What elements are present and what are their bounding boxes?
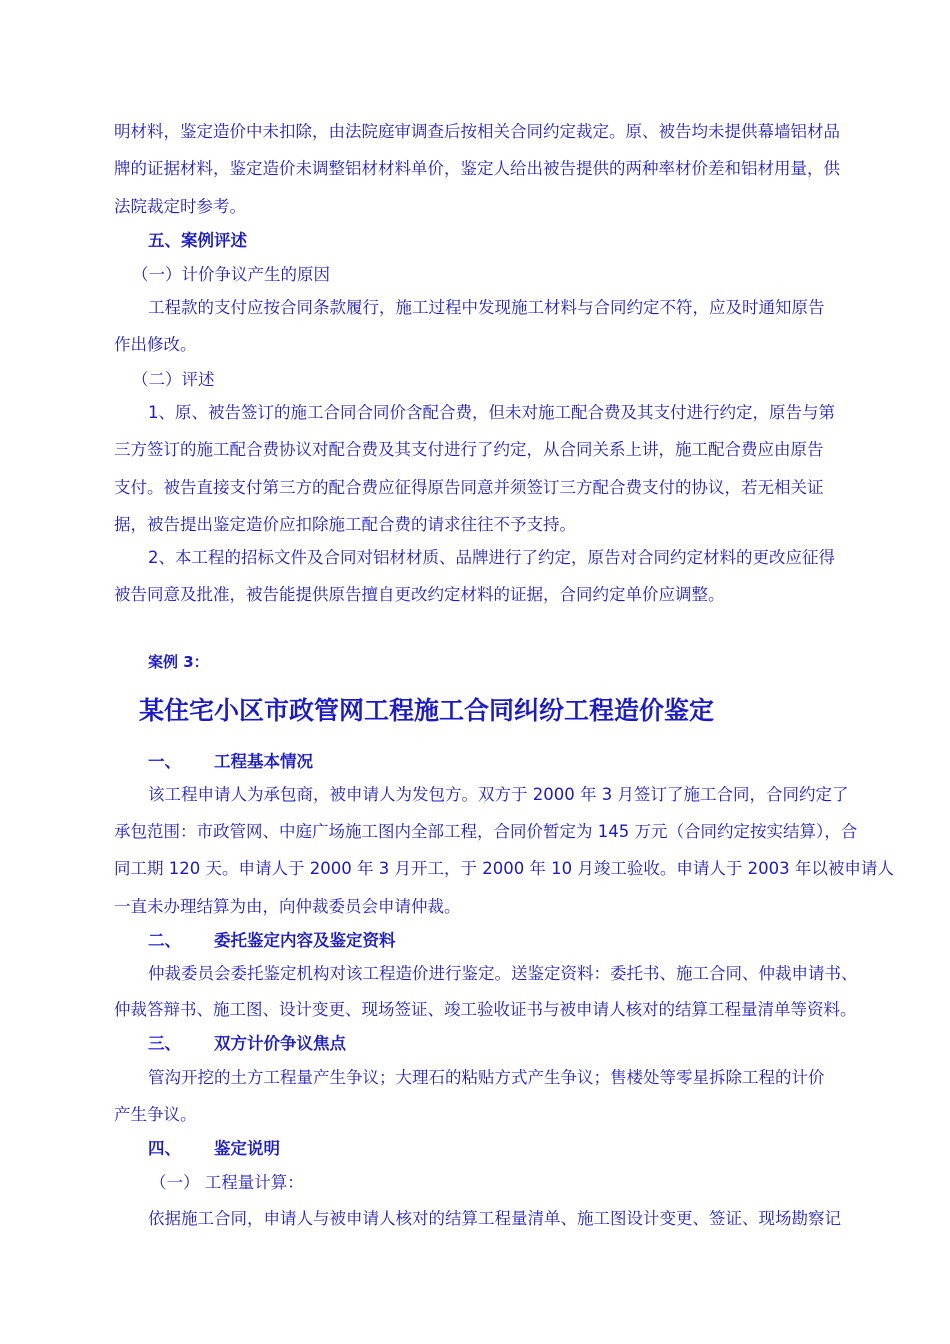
section-number: 四、 <box>148 1139 181 1158</box>
case-title: 某住宅小区市政管网工程施工合同纠纷工程造价鉴定 <box>139 696 715 725</box>
case-label: 案例 3： <box>148 653 209 671</box>
paragraph-line: 承包范围：市政管网、中庭广场施工图内全部工程，合同价暂定为 145 万元（合同约定按实结算），合 <box>114 822 858 841</box>
paragraph-line: 一直未办理结算为由，向仲裁委员会申请仲裁。 <box>114 897 461 916</box>
paragraph-line: 工程款的支付应按合同条款履行，施工过程中发现施工材料与合同约定不符，应及时通知原告 <box>148 298 825 317</box>
section-number: 一、 <box>148 752 181 771</box>
subsection-heading: （二）评述 <box>132 370 215 389</box>
paragraph-line: 被告同意及批准，被告能提供原告擅自更改约定材料的证据，合同约定单价应调整。 <box>114 585 725 604</box>
paragraph-line: 1、原、被告签订的施工合同合同价含配合费，但未对施工配合费及其支付进行约定，原告与第 <box>148 403 835 422</box>
section-number: 三、 <box>148 1034 181 1053</box>
paragraph-line: 明材料，鉴定造价中未扣除，由法院庭审调查后按相关合同约定裁定。原、被告均未提供幕墙铝材品 <box>114 122 840 141</box>
subsection-heading: （一）计价争议产生的原因 <box>132 265 330 284</box>
paragraph-line: 三方签订的施工配合费协议对配合费及其支付进行了约定，从合同关系上讲，施工配合费应由原告 <box>114 440 824 459</box>
paragraph-line: 管沟开挖的土方工程量产生争议；大理石的粘贴方式产生争议；售楼处等零星拆除工程的计价 <box>148 1068 825 1087</box>
section-number: 二、 <box>148 931 181 950</box>
paragraph-line: 同工期 120 天。申请人于 2000 年 3 月开工，于 2000 年 10 月竣工验收。申请人于 2003 年以被申请人 <box>114 859 894 878</box>
section-heading: 委托鉴定内容及鉴定资料 <box>214 931 396 950</box>
paragraph-line: 牌的证据材料，鉴定造价未调整铝材材料单价，鉴定人给出被告提供的两种率材价差和铝材用量，供 <box>114 159 840 178</box>
paragraph-line: 产生争议。 <box>114 1105 197 1124</box>
paragraph-line: 作出修改。 <box>114 335 197 354</box>
paragraph-line: 2、本工程的招标文件及合同对铝材材质、品牌进行了约定，原告对合同约定材料的更改应征得 <box>148 548 835 567</box>
paragraph-line: 法院裁定时参考。 <box>114 197 246 216</box>
section-heading: 鉴定说明 <box>214 1139 280 1158</box>
section-heading: 双方计价争议焦点 <box>214 1034 346 1053</box>
paragraph-line: 据，被告提出鉴定造价应扣除施工配合费的请求往往不予支持。 <box>114 515 576 534</box>
section-heading: 五、案例评述 <box>148 231 247 250</box>
paragraph-line: 仲裁答辩书、施工图、设计变更、现场签证、竣工验收证书与被申请人核对的结算工程量清单等资料。 <box>114 1000 857 1019</box>
paragraph-line: 仲裁委员会委托鉴定机构对该工程造价进行鉴定。送鉴定资料：委托书、施工合同、仲裁申请书、 <box>148 964 858 983</box>
paragraph-line: 依据施工合同，申请人与被申请人核对的结算工程量清单、施工图设计变更、签证、现场勘察记 <box>148 1209 841 1228</box>
paragraph-line: 该工程申请人为承包商，被申请人为发包方。双方于 2000 年 3 月签订了施工合同，合同约定了 <box>148 785 849 804</box>
subsection-heading: （一） 工程量计算： <box>150 1173 304 1192</box>
section-heading: 工程基本情况 <box>214 752 313 771</box>
paragraph-line: 支付。被告直接支付第三方的配合费应征得原告同意并须签订三方配合费支付的协议，若无相关证 <box>114 478 824 497</box>
